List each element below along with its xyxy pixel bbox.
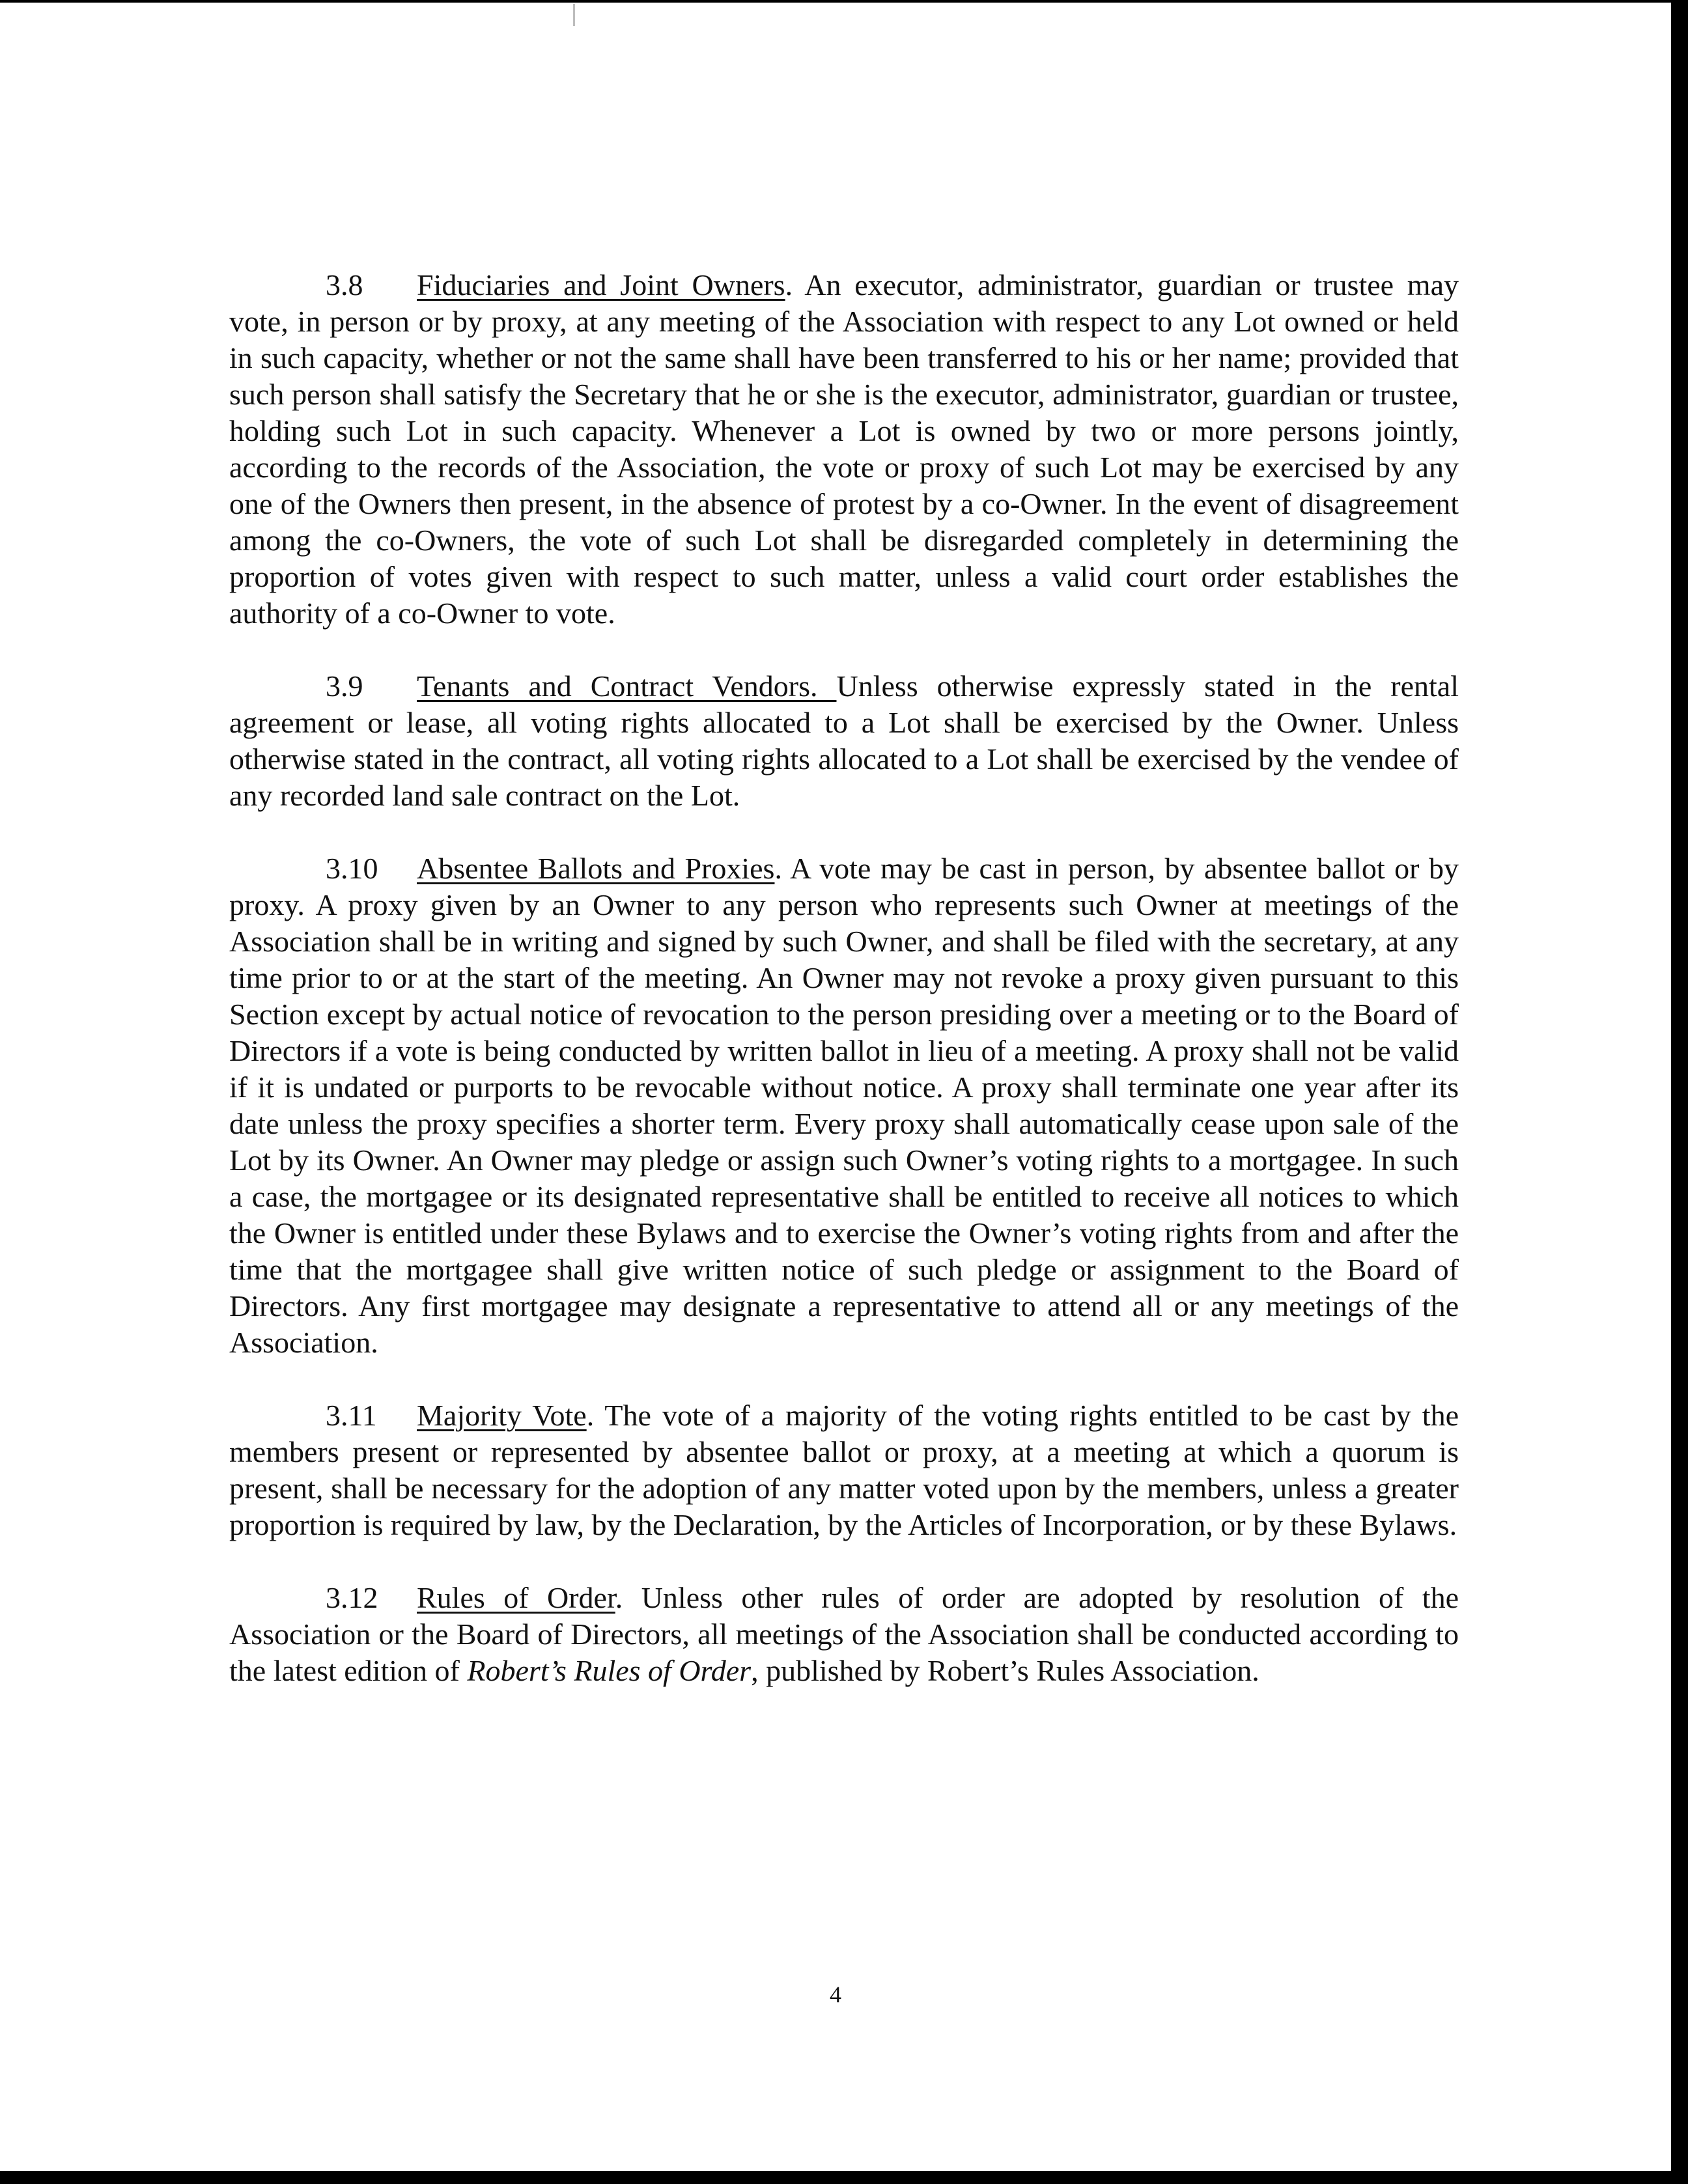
section-text-end: , published by Robert’s Rules Association. — [751, 1654, 1259, 1687]
section-title: Rules of Order — [417, 1581, 615, 1614]
section-3-10 — [229, 850, 1459, 1361]
title-punctuation: . — [785, 268, 793, 301]
section-number: 3.8 — [326, 268, 363, 301]
title-punctuation: . — [615, 1581, 623, 1614]
section-text: A vote may be cast in person, by absentee ballot or by proxy. A proxy given by an Owner to any person who represents such Owner at meetings of the Association shall be in writing and signed by such Owner, and shall be filed with the secretary, at any time prior to or at the start of the meeting. An Owner may not revoke a proxy given pursuant to this Section except by actual notice of revocation to the person presiding over a meeting or to the Board of Directors if a vote is being conducted by written ballot in lieu of a meeting. A proxy shall not be valid if it is undated or purports to be revocable without notice. A proxy shall terminate one year after its date unless the proxy specifies a shorter term. Every proxy shall automatically cease upon sale of the Lot by its Owner. An Owner may pledge or assign such Owner’s voting rights to a mortgagee. In such a case, the mortgagee or its designated representative shall be entitled to receive all notices to which the Owner is entitled under these Bylaws and to exercise the Owner’s voting rights from and after the time that the mortgagee shall give written notice of such pledge or assignment to the Board of Directors. Any first mortgagee may designate a representative to attend all or any meetings of the Association. — [229, 852, 1459, 1359]
section-3-11 — [229, 1397, 1459, 1543]
section-number: 3.11 — [326, 1399, 377, 1432]
section-number: 3.12 — [326, 1581, 378, 1614]
section-number: 3.10 — [326, 852, 378, 885]
section-title: Absentee Ballots and Proxies — [417, 852, 775, 885]
section-number: 3.9 — [326, 669, 363, 703]
scan-mark — [573, 4, 575, 26]
section-text: The vote of a majority of the voting rights entitled to be cast by the members present or represented by absentee ballot or proxy, at a meeting at which a quorum is present, shall be necessary for the adoption of any matter voted upon by the members, unless a greater proportion is required by law, by the Declaration, by the Articles of Incorporation, or by these Bylaws. — [229, 1399, 1459, 1541]
book-title: Robert’s Rules of Order — [467, 1654, 752, 1687]
page-number: 4 — [830, 1981, 841, 2008]
section-text: Unless other rules of order are adopted by resolution of the Association or the Board of Directors, all meetings of the Association shall be conducted according to the latest edition of — [229, 1581, 1459, 1687]
section-title: Majority Vote — [417, 1399, 587, 1432]
section-title: Fiduciaries and Joint Owners — [417, 268, 785, 301]
section-3-12 — [229, 1580, 1459, 1689]
title-punctuation: . — [774, 852, 782, 885]
section-text: An executor, administrator, guardian or trustee may vote, in person or by proxy, at any meeting of the Association with respect to any Lot owned or held in such capacity, whether or not the same shall have been transferred to his or her name; provided that such person shall satisfy the Secretary that he or she is the executor, administrator, guardian or trustee, holding such Lot in such capacity. Whenever a Lot is owned by two or more persons jointly, according to the records of the Association, the vote or proxy of such Lot may be exercised by any one of the Owners then present, in the absence of protest by a co-Owner. In the event of disagreement among the co-Owners, the vote of such Lot shall be disregarded completely in determining the proportion of votes given with respect to such matter, unless a valid court order establishes the authority of a co-Owner to vote. — [229, 268, 1459, 630]
section-3-8 — [229, 267, 1459, 632]
document-body — [229, 267, 1459, 1726]
section-text: Unless otherwise expressly stated in the rental agreement or lease, all voting rights allocated to a Lot shall be exercised by the Owner. Unless otherwise stated in the contract, all voting rights allocated to a Lot shall be exercised by the vendee of any recorded land sale contract on the Lot. — [229, 669, 1459, 812]
title-punctuation: . — [586, 1399, 595, 1432]
section-3-9 — [229, 668, 1459, 814]
section-title: Tenants and Contract Vendors. — [417, 669, 837, 703]
